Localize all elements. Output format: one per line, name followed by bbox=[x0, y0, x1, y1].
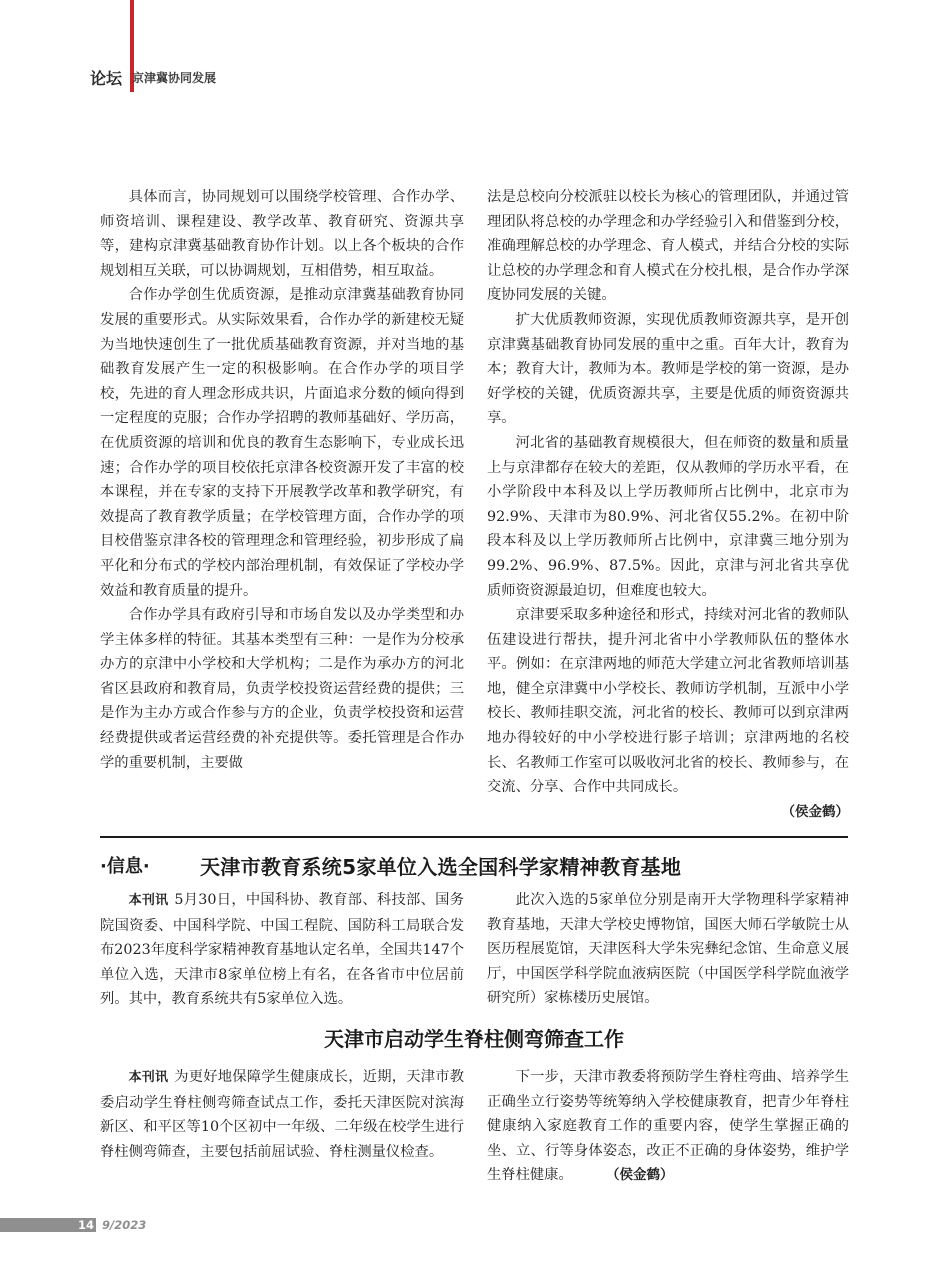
news-headline: 天津市教育系统5家单位入选全国科学家精神教育基地 bbox=[200, 854, 682, 879]
article-paragraph: 合作办学具有政府引导和市场自发以及办学类型和办学主体多样的特征。其基本类型有三种：一是作为分校承办方的京津中小学校和大学机构；二是作为承办方的河北省区县政府和教育局，负责学校投资运营经费的提供；三是作为主办方或合作参与方的企业，负责学校投资和运营经费提供或者运营经费的补充提供等。委托管理是合作办学的重要机制，主要做 bbox=[100, 607, 464, 771]
topic-label: 京津冀协同发展 bbox=[132, 70, 217, 85]
info-tag: ·信息· bbox=[100, 856, 150, 877]
section-divider bbox=[100, 836, 848, 838]
article-signature-line bbox=[487, 800, 849, 825]
page-number: 14 bbox=[78, 1218, 95, 1232]
article-paragraph: 河北省的基础教育规模很大，但在师资的数量和质量上与京津都存在较大的差距，仅从教师的学历水平看，在小学阶段中本科及以上学历教师所占比例中，北京市为92.9%、天津市为80.9%、河北省仅55.2%。在初中阶段本科及以上学历教师所占比例中，京津冀三地分别为99.2%、96.9%、87.5%。因此，京津与河北省共享优质师资资源最迫切，但难度也较大。 bbox=[487, 434, 849, 599]
news-text: 下一步，天津市教委将预防学生脊柱弯曲、培养学生正确坐立行姿势等统筹纳入学校健康教育，把青少年脊柱健康纳入家庭教育工作的重要内容，使学生掌握正确的坐、立、行等身体姿态，改正不正确的身体姿势，维护学生脊柱健康。 bbox=[487, 1069, 849, 1184]
news-headline: 天津市启动学生脊柱侧弯筛查工作 bbox=[324, 1027, 624, 1051]
article-paragraph: 具体而言，协同规划可以围绕学校管理、合作办学、师资培训、课程建设、教学改革、教育研究、资源共享等，建构京津冀基础教育协作计划。以上各个板块的合作规划相互关联，可以协调规划，互相借势，相互取益。 bbox=[100, 189, 464, 279]
page-footer bbox=[78, 1216, 146, 1234]
article-paragraph-continued: 法是总校向分校派驻以校长为核心的管理团队，并通过管理团队将总校的办学理念和办学经验引入和借鉴到分校，准确理解总校的办学理念、育人模式，并结合分校的实际让总校的办学理念和育人模式在分校扎根，是合作办学深度协同发展的关键。 bbox=[487, 189, 849, 304]
article-paragraph: 扩大优质教师资源，实现优质教师资源共享，是开创京津冀基础教育协同发展的重中之重。百年大计，教育为本；教育大计，教师为本。教师是学校的第一资源，是办好学校的关键，优质资源共享，主要是优质的师资资源共享。 bbox=[487, 311, 849, 427]
section-label: 论坛 bbox=[90, 68, 123, 88]
news-signature: （侯金鹤） bbox=[612, 1167, 674, 1184]
article-paragraph: 京津要采取多种途径和形式，持续对河北省的教师队伍建设进行帮扶，提升河北省中小学教师队伍的整体水平。例如：在京津两地的师范大学建立河北省教师培训基地，健全京津冀中小学校长、教师访学机制，互派中小学校长、教师挂职交流，河北省的校长、教师可以到京津两地办得较好的中小学校进行影子培训；京津两地的名校长、名教师工作室可以吸收河北省的校长、教师参与，在交流、分享、合作中共同成长。 bbox=[487, 607, 849, 796]
news2-left-column bbox=[100, 1065, 464, 1164]
running-header bbox=[90, 66, 216, 88]
issue-label: 9/2023 bbox=[102, 1218, 147, 1232]
news-lead: 本刊讯 bbox=[128, 1070, 169, 1085]
news1-right-column bbox=[487, 888, 849, 1011]
news-text: 为更好地保障学生健康成长，近期，天津市教委启动学生脊柱侧弯筛查试点工作，委托天津医院对滨海新区、和平区等10个区初中一年级、二年级在校学生进行脊柱侧弯筛查，主要包括前屈试验、脊柱测量仪检查。 bbox=[100, 1069, 464, 1160]
news-lead: 本刊讯 bbox=[128, 893, 169, 908]
news1-left-column bbox=[100, 888, 464, 1012]
news-text: 5月30日，中国科协、教育部、科技部、国务院国资委、中国科学院、中国工程院、国防科工局联合发布2023年度科学家精神教育基地认定名单，全国共147个单位入选，天津市8家单位榜上有名，在各省市中位居前列。其中，教育系统共有5家单位入选。 bbox=[100, 892, 464, 1008]
article-signature: （侯金鹤） bbox=[781, 803, 849, 820]
news2-right-column bbox=[487, 1065, 849, 1188]
article-left-column bbox=[100, 185, 464, 775]
article-right-column bbox=[487, 185, 849, 824]
article-paragraph: 合作办学创生优质资源，是推动京津冀基础教育协同发展的重要形式。从实际效果看，合作办学的新建校无疑为当地快速创生了一批优质基础教育资源，并对当地的基础教育发展产生一定的积极影响。在合作办学的项目学校，先进的育人理念形成共识，片面追求分数的倾向得到一定程度的克服；合作办学招聘的教师基础好、学历高，在优质资源的培训和优良的教育生态影响下，专业成长迅速；合作办学的项目校依托京津各校资源开发了丰富的校本课程，并在专家的支持下开展教学改革和教学研究，有效提高了教育教学质量；在学校管理方面，合作办学的项目校借鉴京津各校的管理理念和管理经验，初步形成了扁平化和分布式的学校内部治理机制，有效保证了学校办学效益和教育质量的提升。 bbox=[100, 287, 464, 599]
news-text: 此次入选的5家单位分别是南开大学物理科学家精神教育基地，天津大学校史博物馆，国医大师石学敏院士从医历程展览馆，天津医科大学朱宪彝纪念馆、生命意义展厅，中国医学科学院血液病医院（中国医学科学院血液学研究所）家栋楼历史展馆。 bbox=[487, 892, 849, 1007]
news-heading-band bbox=[100, 850, 848, 880]
